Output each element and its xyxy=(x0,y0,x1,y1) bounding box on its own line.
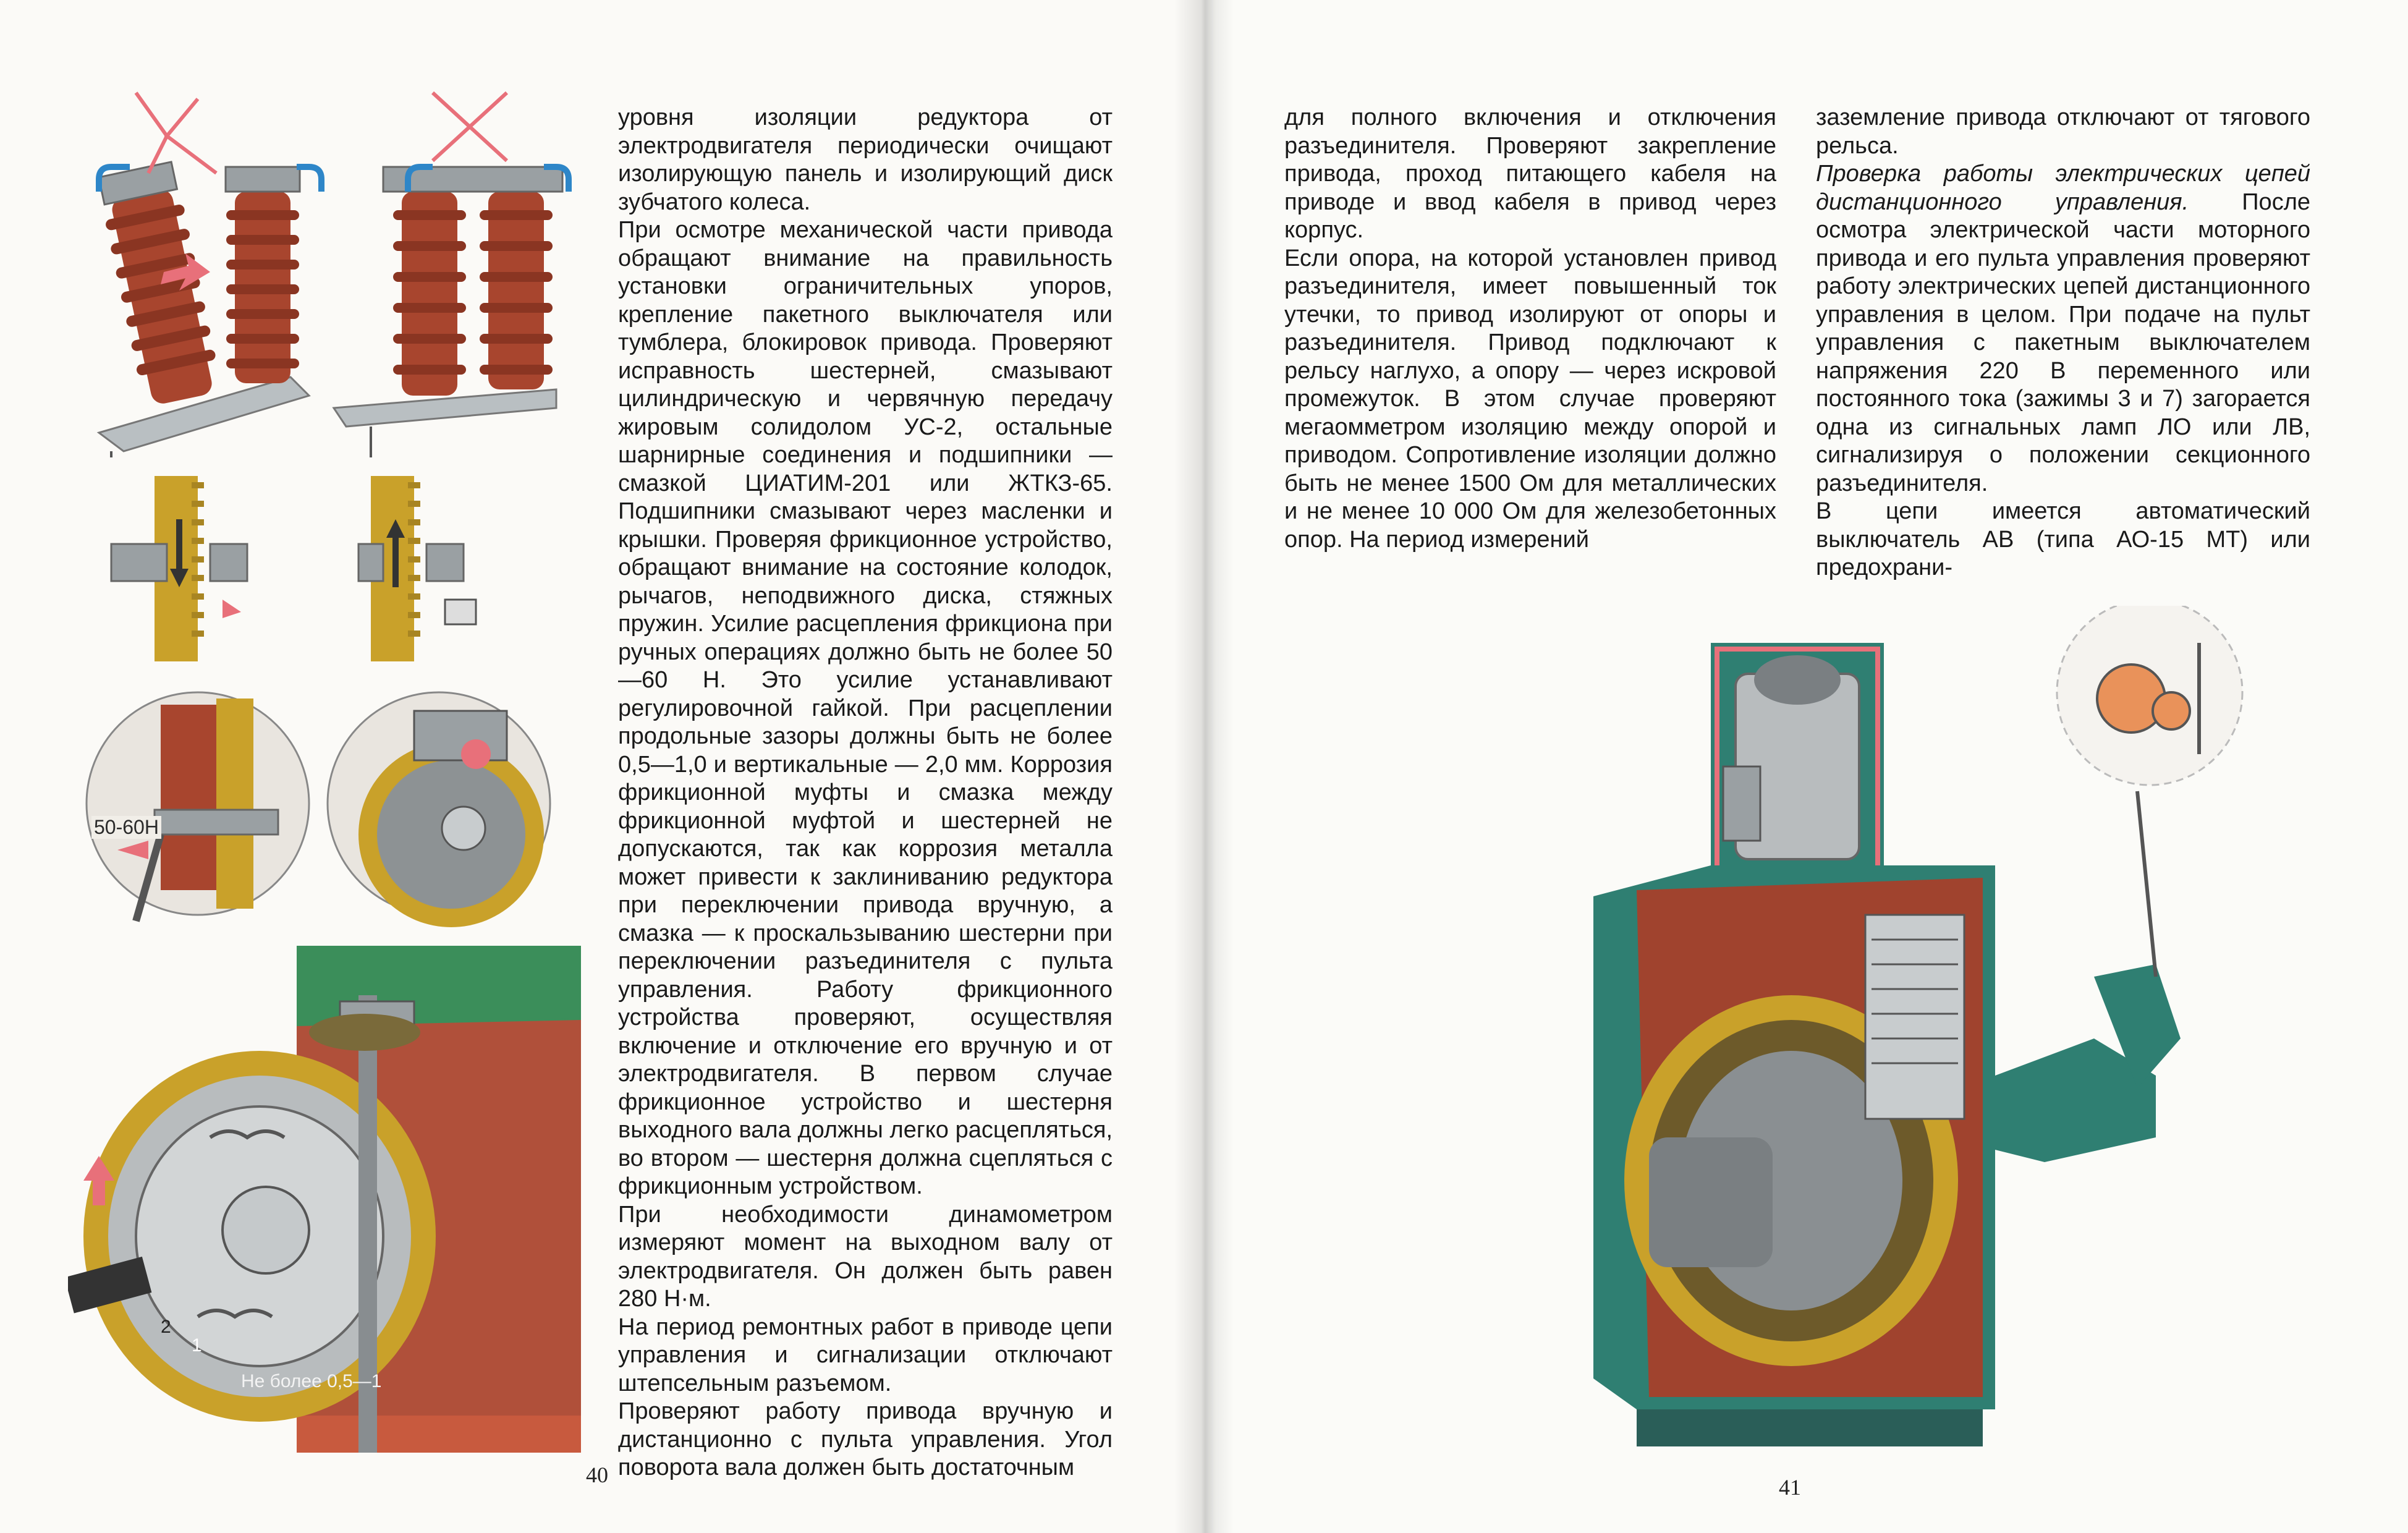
figure-motor-drive xyxy=(1562,606,2304,1446)
left-paragraph-1: уровня изоляции редуктора от электродвигателя периодически очищают изолирующую панель и изолирующий диск зубчатого колеса. xyxy=(618,104,1113,215)
right-col2-paragraph-1: заземление привода отключают от тягового рельса. xyxy=(1816,104,2310,159)
right-col2-paragraph-3: В цепи имеется автоматический выключатель АВ (типа АО-15 МТ) или предохрани- xyxy=(1816,498,2310,580)
friction-details-illustration xyxy=(80,680,562,940)
left-text-column xyxy=(618,104,1113,1482)
figure-friction-details xyxy=(80,680,562,940)
book-gutter xyxy=(1174,0,1234,1533)
left-page-number: 40 xyxy=(586,1463,608,1487)
gears-illustration xyxy=(99,470,532,668)
figure-friction-clutch xyxy=(68,946,581,1453)
force-label: 50-60Н xyxy=(91,816,161,839)
left-paragraph-5: Проверяют работу привода вручную и дистанционно с пульта управления. Угол поворота вала должен быть достаточным xyxy=(618,1398,1113,1480)
label-num-1: 1 xyxy=(192,1335,202,1356)
right-page xyxy=(1204,0,2408,1533)
left-paragraph-3: При необходимости динамометром измеряют момент на выходном валу от электродвигателя. Он должен быть равен 280 Н·м. xyxy=(618,1201,1113,1312)
left-paragraph-2: При осмотре механической части привода обращают внимание на правильность установки ограничительных упоров, крепление пакетного выключателя или тумблера, блокировок привода. Проверяют исправность шестерней, смазывают цилиндрическую и червячную передачу жировым солидолом УС-2, остальные шарнирные соединения и подшипники — смазкой ЦИАТИМ-201 или ЖТКЗ-65. Подшипники смазывают через масленки и крышки. Проверяя фрикционное устройство, обращают внимание на состояние колодок, рычагов, неподвижного диска, стяжных пружин. Усилие расцепления фрикциона при ручных операциях должно быть не более 50—60 Н. Это усилие устанавливают регулировочной гайкой. При расцеплении продольные зазоры должны быть не более 0,5—1,0 и вертикальные — 2,0 мм. Коррозия фрикционной муфты и смазка между фрикционной муфтой и шестерней не допускаются, так как коррозия металла может привести к заклиниванию редуктора при переключении привода вручную, а смазка — к проскальзыванию шестерни при переключении разъединителя с пульта управления. Работу фрикционного устройства проверяют, осуществляя включение и отключение его вручную и от электродвигателя. В первом случае фрикционное устройство и шестерня выходного вала должны легко расцепляться, во втором — шестерня должна сцепляться с фрикционным устройством. xyxy=(618,217,1113,1199)
section-heading: Проверка работы электрических цепей дистанционного управления. xyxy=(1816,161,2310,215)
right-col1-paragraph-2: Если опора, на которой установлен привод разъединителя, имеет повышенный ток утечки, то привод изолируют от опоры и разъединителя. Привод подключают к рельсу наглухо, а опору — через искровой промежуток. В этом случае проверяют мегаомметром изоляцию между опорой и приводом. Сопротивление изоляции должно быть не менее 1500 Ом для металлических и не менее 10 000 Ом для железобетонных опор. На период измерений xyxy=(1284,245,1776,553)
right-col1-paragraph-1: для полного включения и отключения разъединителя. Проверяют закрепление привода, проход питающего кабеля на приводе и ввод кабеля в привод через корпус. xyxy=(1284,104,1776,243)
motor-drive-illustration xyxy=(1562,606,2304,1446)
right-page-number: 41 xyxy=(1779,1475,1801,1500)
section-body: После осмотра электрической части моторного привода и его пульта управления проверяют работу электрических цепей дистанционного управления в целом. При подаче на пульт управления с пакетным выключателем напряжения 220 В переменного или постоянного тока (зажимы 3 и 7) загорается одна из сигнальных ламп ЛО или ЛВ, сигнализируя о положении секционного разъединителя. xyxy=(1816,189,2310,496)
label-num-2: 2 xyxy=(161,1317,171,1337)
left-paragraph-4: На период ремонтных работ в приводе цепи управления и сигнализации отключают штепсельным разъемом. xyxy=(618,1314,1113,1396)
figure-gears xyxy=(99,470,532,668)
insulators-illustration xyxy=(87,87,581,457)
figure-insulators xyxy=(87,87,581,457)
right-text-column-2 xyxy=(1816,104,2310,582)
right-text-column-1 xyxy=(1284,104,1776,554)
gap-label: Не более 0,5—1 xyxy=(241,1371,382,1391)
right-col2-paragraph-2 xyxy=(1816,160,2310,498)
